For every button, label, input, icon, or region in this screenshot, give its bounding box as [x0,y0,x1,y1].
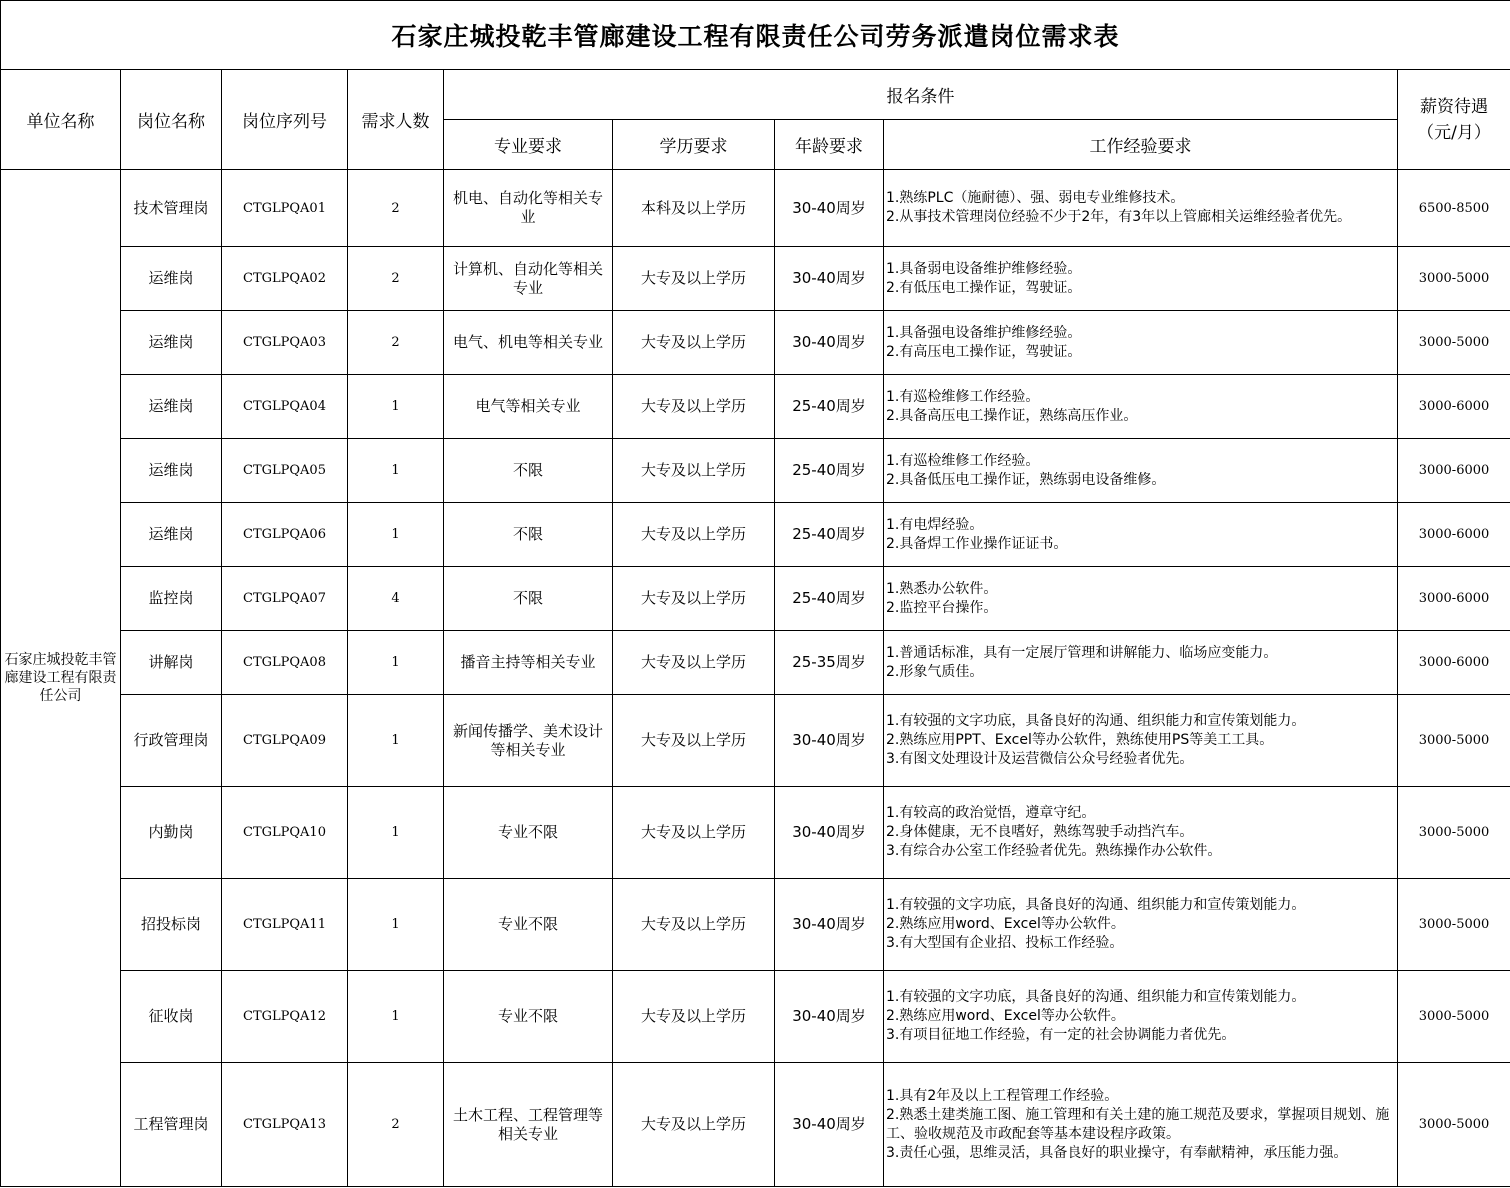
experience-cell [884,247,1398,311]
position-cell: 内勤岗 [121,787,222,879]
header-salary [1398,70,1510,170]
position-cell: 工程管理岗 [121,1063,222,1187]
experience-line: 1.有巡检维修工作经验。 [886,452,1040,469]
age-cell: 30-40周岁 [775,170,884,247]
experience-line: 3.有大型国有企业招、投标工作经验。 [886,935,1124,951]
experience-line: 2.具备高压电工操作证，熟练高压作业。 [886,407,1138,424]
code-cell: CTGLPQA09 [222,695,348,787]
position-cell: 监控岗 [121,567,222,631]
education-cell: 大专及以上学历 [613,971,775,1063]
major-cell: 机电、自动化等相关专业 [444,170,613,247]
experience-line: 1.有电焊经验。 [886,516,984,533]
age-cell: 30-40周岁 [775,879,884,971]
count-cell: 1 [348,375,444,439]
experience-line: 3.有综合办公室工作经验者优先。熟练操作办公软件。 [886,843,1222,859]
header-conditions: 报名条件 [444,70,1398,120]
code-cell: CTGLPQA08 [222,631,348,695]
experience-line: 2.熟练应用word、Excel等办公软件。 [886,916,1125,932]
table-row [1,170,1510,247]
position-cell: 运维岗 [121,375,222,439]
table-row [1,1063,1510,1187]
position-cell: 运维岗 [121,247,222,311]
count-cell: 1 [348,503,444,567]
age-cell: 30-40周岁 [775,787,884,879]
salary-cell: 3000-5000 [1398,879,1510,971]
education-cell: 大专及以上学历 [613,311,775,375]
code-cell: CTGLPQA03 [222,311,348,375]
salary-cell: 3000-5000 [1398,787,1510,879]
major-cell: 播音主持等相关专业 [444,631,613,695]
experience-line: 3.有图文处理设计及运营微信公众号经验者优先。 [886,751,1194,767]
count-cell: 1 [348,879,444,971]
major-cell: 电气等相关专业 [444,375,613,439]
experience-cell [884,1063,1398,1187]
experience-cell [884,879,1398,971]
position-cell: 行政管理岗 [121,695,222,787]
major-cell: 计算机、自动化等相关专业 [444,247,613,311]
salary-cell: 3000-6000 [1398,631,1510,695]
experience-cell [884,695,1398,787]
salary-cell: 3000-5000 [1398,695,1510,787]
header-position: 岗位名称 [121,70,222,170]
major-cell: 不限 [444,503,613,567]
table-row [1,971,1510,1063]
education-cell: 大专及以上学历 [613,375,775,439]
position-cell: 讲解岗 [121,631,222,695]
experience-cell [884,971,1398,1063]
position-cell: 技术管理岗 [121,170,222,247]
table-row [1,439,1510,503]
experience-line: 1.有巡检维修工作经验。 [886,388,1040,405]
age-cell: 30-40周岁 [775,247,884,311]
experience-cell [884,631,1398,695]
code-cell: CTGLPQA04 [222,375,348,439]
education-cell: 大专及以上学历 [613,695,775,787]
age-cell: 30-40周岁 [775,311,884,375]
count-cell: 1 [348,631,444,695]
experience-line: 2.从事技术管理岗位经验不少于2年，有3年以上管廊相关运维经验者优先。 [886,209,1352,225]
table-row [1,567,1510,631]
experience-line: 1.有较强的文字功底，具备良好的沟通、组织能力和宣传策划能力。 [886,897,1306,913]
salary-cell: 3000-5000 [1398,971,1510,1063]
count-cell: 4 [348,567,444,631]
code-cell: CTGLPQA13 [222,1063,348,1187]
salary-cell: 3000-5000 [1398,247,1510,311]
experience-cell [884,787,1398,879]
count-cell: 2 [348,1063,444,1187]
table-row [1,247,1510,311]
experience-line: 3.有项目征地工作经验，有一定的社会协调能力者优先。 [886,1027,1236,1043]
code-cell: CTGLPQA01 [222,170,348,247]
education-cell: 大专及以上学历 [613,787,775,879]
experience-line: 1.有较高的政治觉悟，遵章守纪。 [886,805,1096,821]
experience-line: 1.普通话标准，具有一定展厅管理和讲解能力、临场应变能力。 [886,644,1278,661]
education-cell: 大专及以上学历 [613,439,775,503]
experience-line: 2.身体健康，无不良嗜好，熟练驾驶手动挡汽车。 [886,824,1194,840]
education-cell: 大专及以上学历 [613,879,775,971]
salary-cell: 3000-5000 [1398,311,1510,375]
experience-line: 2.有高压电工操作证，驾驶证。 [886,343,1082,360]
major-cell: 专业不限 [444,879,613,971]
code-cell: CTGLPQA11 [222,879,348,971]
major-cell: 专业不限 [444,787,613,879]
experience-line: 2.有低压电工操作证，驾驶证。 [886,279,1082,296]
count-cell: 1 [348,971,444,1063]
salary-cell: 3000-6000 [1398,567,1510,631]
code-cell: CTGLPQA07 [222,567,348,631]
salary-cell: 3000-5000 [1398,1063,1510,1187]
code-cell: CTGLPQA05 [222,439,348,503]
education-cell: 大专及以上学历 [613,631,775,695]
major-cell: 电气、机电等相关专业 [444,311,613,375]
experience-line: 2.形象气质佳。 [886,663,984,680]
code-cell: CTGLPQA10 [222,787,348,879]
age-cell: 30-40周岁 [775,1063,884,1187]
experience-line: 1.熟悉办公软件。 [886,580,998,597]
salary-cell: 3000-6000 [1398,503,1510,567]
age-cell: 25-40周岁 [775,375,884,439]
education-cell: 大专及以上学历 [613,503,775,567]
table-row [1,503,1510,567]
age-cell: 30-40周岁 [775,695,884,787]
experience-line: 2.熟练应用word、Excel等办公软件。 [886,1008,1125,1024]
experience-line: 2.熟悉土建类施工图、施工管理和有关土建的施工规范及要求，掌握项目规划、施工、验收规范及市政配套等基本建设程序政策。 [886,1106,1390,1142]
table-row [1,631,1510,695]
major-cell: 土木工程、工程管理等相关专业 [444,1063,613,1187]
unit-name-cell: 石家庄城投乾丰管廊建设工程有限责任公司 [1,170,121,1187]
table-row [1,787,1510,879]
age-cell: 30-40周岁 [775,971,884,1063]
salary-cell: 6500-8500 [1398,170,1510,247]
table-row [1,311,1510,375]
header-salary-line1: 薪资待遇 [1420,96,1488,117]
position-cell: 运维岗 [121,439,222,503]
header-major: 专业要求 [444,120,613,170]
experience-cell [884,503,1398,567]
age-cell: 25-40周岁 [775,503,884,567]
position-cell: 招投标岗 [121,879,222,971]
header-salary-line2: （元/月） [1417,122,1491,143]
experience-cell [884,567,1398,631]
code-cell: CTGLPQA06 [222,503,348,567]
experience-line: 2.监控平台操作。 [886,599,998,616]
experience-line: 2.具备低压电工操作证，熟练弱电设备维修。 [886,471,1166,488]
age-cell: 25-40周岁 [775,439,884,503]
experience-line: 1.具有2年及以上工程管理工作经验。 [886,1087,1119,1104]
experience-line: 2.熟练应用PPT、Excel等办公软件，熟练使用PS等美工工具。 [886,732,1274,748]
header-unit: 单位名称 [1,70,121,170]
salary-cell: 3000-6000 [1398,439,1510,503]
experience-line: 2.具备焊工作业操作证证书。 [886,535,1068,552]
experience-line: 1.具备强电设备维护维修经验。 [886,324,1082,341]
major-cell: 不限 [444,567,613,631]
count-cell: 2 [348,247,444,311]
count-cell: 1 [348,439,444,503]
count-cell: 2 [348,170,444,247]
code-cell: CTGLPQA12 [222,971,348,1063]
age-cell: 25-35周岁 [775,631,884,695]
major-cell: 专业不限 [444,971,613,1063]
header-age: 年龄要求 [775,120,884,170]
header-code: 岗位序列号 [222,70,348,170]
code-cell: CTGLPQA02 [222,247,348,311]
experience-line: 3.责任心强，思维灵活，具备良好的职业操守，有奉献精神，承压能力强。 [886,1144,1348,1161]
experience-cell [884,439,1398,503]
education-cell: 大专及以上学历 [613,567,775,631]
table-row [1,879,1510,971]
count-cell: 2 [348,311,444,375]
salary-cell: 3000-6000 [1398,375,1510,439]
education-cell: 大专及以上学历 [613,247,775,311]
table-row [1,695,1510,787]
count-cell: 1 [348,695,444,787]
experience-cell [884,170,1398,247]
position-cell: 运维岗 [121,503,222,567]
table-row [1,375,1510,439]
header-education: 学历要求 [613,120,775,170]
header-count: 需求人数 [348,70,444,170]
position-cell: 运维岗 [121,311,222,375]
education-cell: 本科及以上学历 [613,170,775,247]
age-cell: 25-40周岁 [775,567,884,631]
major-cell: 不限 [444,439,613,503]
table-title: 石家庄城投乾丰管廊建设工程有限责任公司劳务派遣岗位需求表 [1,1,1510,70]
experience-cell [884,311,1398,375]
header-experience: 工作经验要求 [884,120,1398,170]
experience-line: 1.有较强的文字功底，具备良好的沟通、组织能力和宣传策划能力。 [886,713,1306,729]
major-cell: 新闻传播学、美术设计等相关专业 [444,695,613,787]
experience-line: 1.熟练PLC（施耐德）、强、弱电专业维修技术。 [886,190,1185,206]
count-cell: 1 [348,787,444,879]
education-cell: 大专及以上学历 [613,1063,775,1187]
experience-line: 1.有较强的文字功底，具备良好的沟通、组织能力和宣传策划能力。 [886,989,1306,1005]
experience-line: 1.具备弱电设备维护维修经验。 [886,260,1082,277]
position-cell: 征收岗 [121,971,222,1063]
experience-cell [884,375,1398,439]
